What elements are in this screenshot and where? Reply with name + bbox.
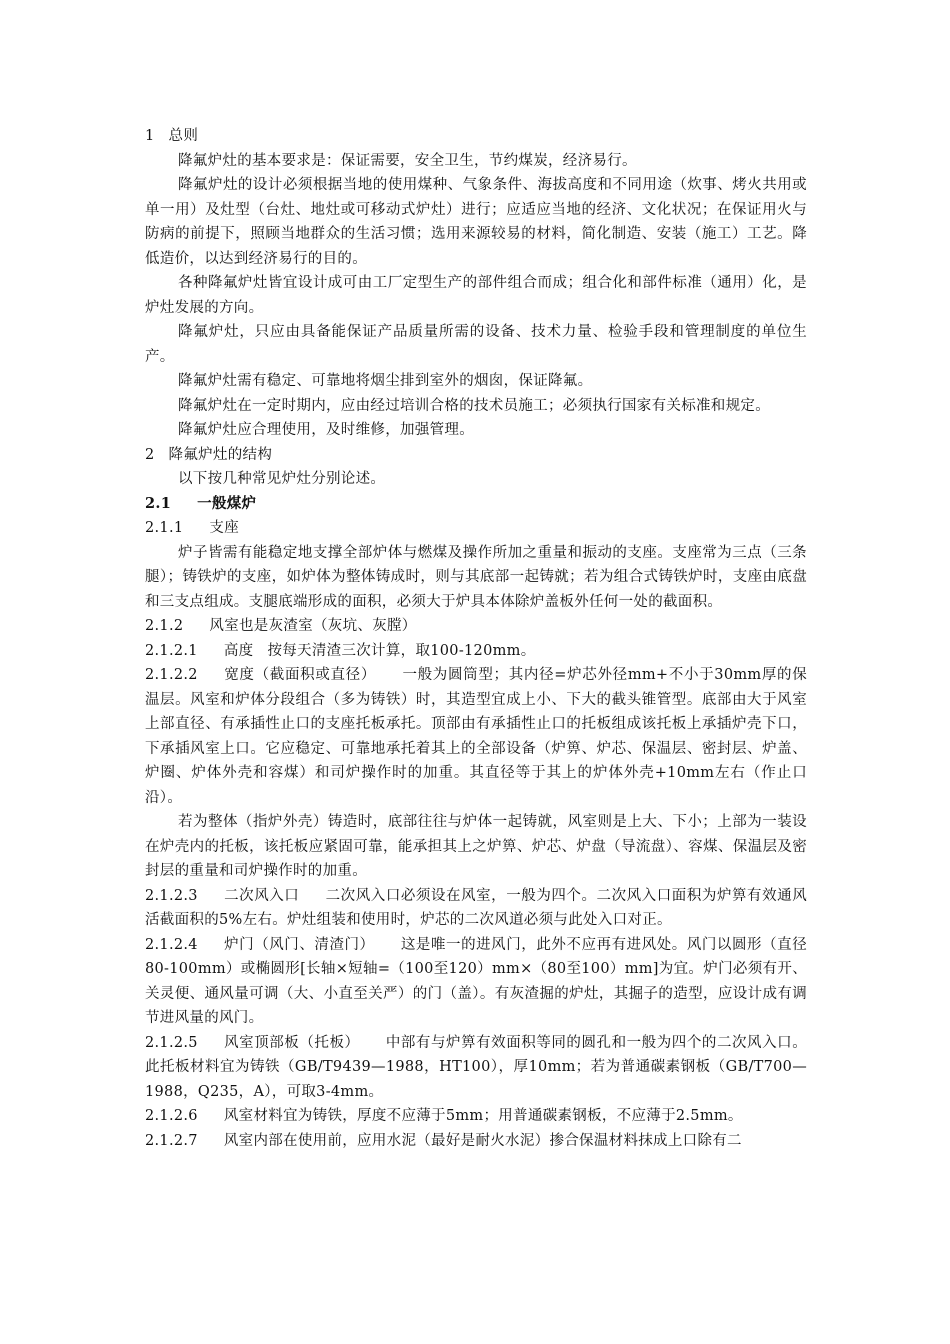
clause-number: 2.1.2.5 — [145, 1034, 198, 1051]
section-title: 总则 — [168, 128, 199, 144]
section-number: 1 — [145, 128, 155, 144]
clause-2-1-2-5 — [145, 1031, 807, 1105]
clause-number: 2.1.2.7 — [145, 1132, 198, 1149]
clause-text: 二次风入口必须设在风室，一般为四个。二次风入口面积为炉箅有效通风活截面积的5%左右。炉灶组装和使用时，炉芯的二次风道必须与此处入口对正。 — [145, 887, 807, 928]
clause-number: 2.1.2.6 — [145, 1108, 198, 1124]
clause-number: 2.1.2.3 — [145, 887, 198, 904]
paragraph: 降氟炉灶应合理使用，及时维修，加强管理。 — [178, 422, 474, 438]
paragraph: 以下按几种常见炉灶分别论述。 — [178, 471, 386, 487]
clause-text: 一般为圆筒型；其内径=炉芯外径mm+不小于30mm厚的保温层。风室和炉体分段组合（多为铸铁）时，其造型宜成上小、下大的截头锥管型。底部由大于风室上部直径、有承插性止口的支座托板承托。顶部由有承插性止口的托板组成该托板上承插炉壳下口，下承插风室上口。它应稳定、可靠地承托着其上的全部设备（炉箅、炉芯、保温层、密封层、炉盖、炉圈、炉体外壳和容煤）和司炉操作时的加重。其直径等于其上的炉体外壳+10mm左右（作止口沿）。 — [145, 667, 808, 806]
paragraph: 降氟炉灶需有稳定、可靠地将烟尘排到室外的烟囱，保证降氟。 — [178, 373, 593, 389]
section-2-heading — [145, 443, 807, 468]
clause-text: 按每天清渣三次计算，取100-120mm。 — [267, 642, 536, 659]
paragraph: 若为整体（指炉外壳）铸造时，底部往往与炉体一起铸就，风室则是上大、下小；上部为一装设在炉壳内的托板，该托板应紧固可靠，能承担其上之炉箅、炉芯、炉盘（导流盘）、容煤、保温层及密封层的重量和司炉操作时的加重。 — [145, 814, 807, 879]
section-2-1-2-heading — [145, 614, 807, 639]
section-title: 支座 — [209, 520, 240, 536]
section-title: 降氟炉灶的结构 — [168, 446, 273, 463]
document-body — [145, 124, 807, 1153]
section-number: 2 — [145, 446, 155, 463]
clause-2-1-2-1 — [145, 639, 807, 664]
paragraph: 降氟炉灶在一定时期内，应由经过培训合格的技术员施工；必须执行国家有关标准和规定。 — [178, 397, 770, 414]
paragraph: 降氟炉灶，只应由具备能保证产品质量所需的设备、技术力量、检验手段和管理制度的单位生产。 — [145, 324, 807, 365]
clause-2-1-2-2 — [145, 663, 807, 810]
clause-title: 宽度（截面积或直径） — [223, 667, 377, 683]
paragraph: 降氟炉灶的基本要求是：保证需要，安全卫生，节约煤炭，经济易行。 — [178, 152, 637, 169]
section-title: 风室也是灰渣室（灰坑、灰膛） — [209, 618, 417, 634]
clause-number: 2.1.2.4 — [145, 936, 198, 953]
clause-2-1-2-6 — [145, 1104, 807, 1129]
paragraph: 各种降氟炉灶皆宜设计成可由工厂定型生产的部件组合而成；组合化和部件标准（通用）化，是炉灶发展的方向。 — [145, 275, 807, 316]
clause-text: 这是唯一的进风门，此外不应再有进风处。风门以圆形（直径80-100mm）或椭圆形[长轴×短轴=（100至120）mm×（80至100）mm]为宜。炉门必须有开、关灵便、通风量可调（大、小直至关严）的门（盖）。有灰渣掘的炉灶，其掘子的造型，应设计成有调节进风量的风门。 — [145, 936, 807, 1026]
clause-title: 二次风入口 — [223, 887, 300, 904]
section-number: 2.1 — [145, 494, 172, 512]
clause-title: 风室顶部板（托板） — [223, 1034, 360, 1051]
clause-2-1-2-3 — [145, 884, 807, 933]
section-2-1-heading — [145, 492, 807, 517]
clause-text: 风室内部在使用前，应用水泥（最好是耐火水泥）掺合保温材料抹成上口除有二 — [223, 1132, 742, 1149]
section-number: 2.1.1 — [145, 520, 184, 536]
clause-text: 中部有与炉箅有效面积等同的圆孔和一般为四个的二次风入口。此托板材料宜为铸铁（GB/T9439—1988，HT100），厚10mm；若为普通碳素钢板（GB/T700—1988，Q235，A），可取3-4mm。 — [145, 1034, 807, 1100]
clause-text: 风室材料宜为铸铁，厚度不应薄于5mm；用普通碳素钢板，不应薄于2.5mm。 — [223, 1108, 743, 1124]
clause-number: 2.1.2.2 — [145, 667, 198, 683]
paragraph: 降氟炉灶的设计必须根据当地的使用煤种、气象条件、海拔高度和不同用途（炊事、烤火共用或单一用）及灶型（台灶、地灶或可移动式炉灶）进行；应适应当地的经济、文化状况；在保证用火与防病的前提下，照顾当地群众的生活习惯；选用来源较易的材料，简化制造、安装（施工）工艺。降低造价，以达到经济易行的目的。 — [145, 177, 807, 267]
clause-2-1-2-4 — [145, 933, 807, 1031]
section-1-heading — [145, 124, 807, 149]
section-number: 2.1.2 — [145, 618, 184, 634]
clause-number: 2.1.2.1 — [145, 642, 198, 659]
section-title: 一般煤炉 — [197, 494, 257, 512]
clause-title: 高度 — [223, 642, 254, 659]
section-2-1-1-heading — [145, 516, 807, 541]
paragraph: 炉子皆需有能稳定地支撑全部炉体与燃煤及操作所加之重量和振动的支座。支座常为三点（三条腿）；铸铁炉的支座，如炉体为整体铸成时，则与其底部一起铸就；若为组合式铸铁炉时，支座由底盘和三支点组成。支腿底端形成的面积，必须大于炉具本体除炉盖板外任何一处的截面积。 — [145, 544, 807, 610]
clause-title: 炉门（风门、清渣门） — [223, 936, 375, 953]
clause-2-1-2-7 — [145, 1129, 807, 1154]
